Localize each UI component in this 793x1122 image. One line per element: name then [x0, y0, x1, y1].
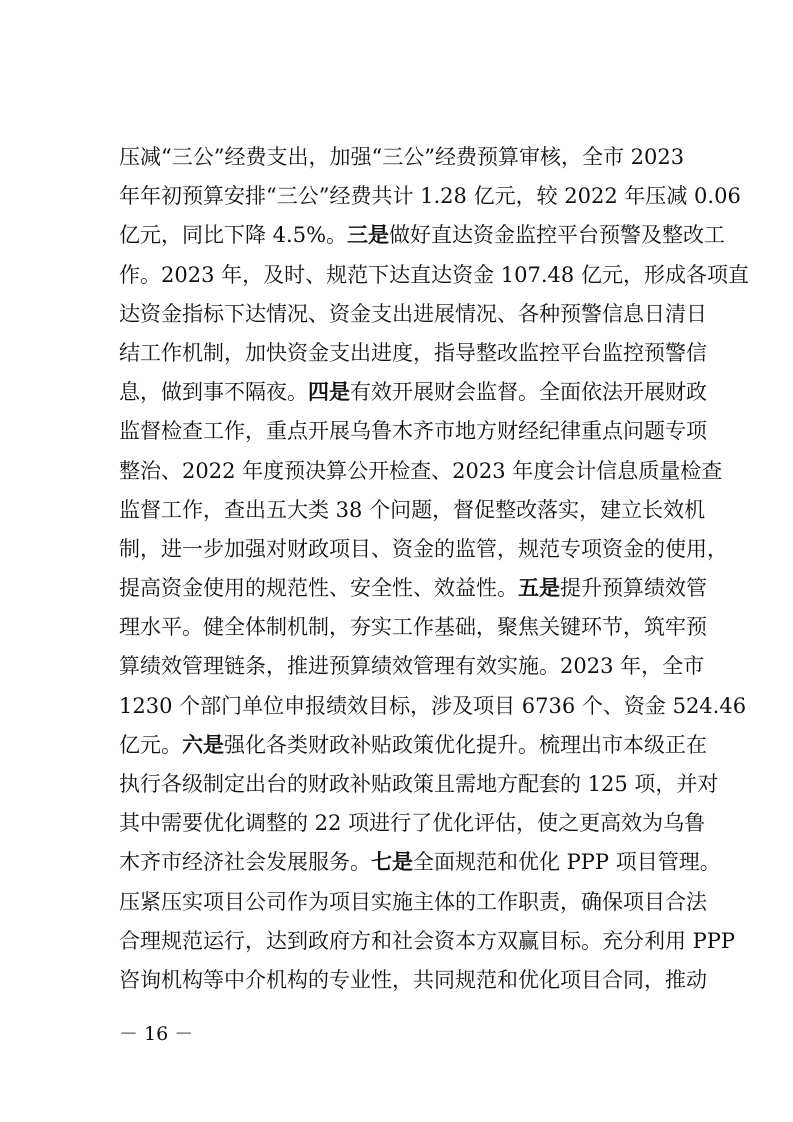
- text-segment: 咨询机构等中介机构的专业性，共同规范和优化项目合同，推动: [119, 967, 707, 992]
- text-segment: 全面规范和优化 PPP 项目管理。: [413, 850, 721, 875]
- text-segment: 作。2023 年，及时、规范下达直达资金 107.48 亿元，形成各项直: [119, 262, 749, 287]
- text-line: [119, 138, 685, 177]
- text-segment: 监督检查工作，重点开展乌鲁木齐市地方财经纪律重点问题专项: [119, 419, 707, 444]
- text-segment: 达资金指标下达情况、资金支出进展情况、各种预警信息日清日: [119, 301, 707, 326]
- text-segment: 算绩效管理链条，推进预算绩效管理有效实施。2023 年，全市: [119, 654, 705, 679]
- text-segment: 制，进一步加强对财政项目、资金的监管，规范专项资金的使用，: [119, 536, 728, 561]
- text-segment: 强化各类财政补贴政策优化提升。梳理出市本级正在: [224, 732, 707, 757]
- text-segment: 有效开展财会监督。全面依法开展财政: [350, 380, 707, 405]
- text-line: [119, 177, 741, 216]
- text-segment: 其中需要优化调整的 22 项进行了优化评估，使之更高效为乌鲁: [119, 811, 706, 836]
- text-segment: 结工作机制，加快资金支出进度，指导整改监控平台监控预警信: [119, 340, 707, 365]
- text-line: [119, 530, 728, 569]
- text-segment: 合理规范运行，达到政府方和社会资本方双赢目标。充分利用 PPP: [119, 928, 736, 953]
- text-segment: 压紧压实项目公司作为项目实施主体的工作职责，确保项目合法: [119, 889, 707, 914]
- text-segment: 提高资金使用的规范性、安全性、效益性。: [119, 576, 518, 601]
- text-segment: 年年初预算安排“三公”经费共计 1.28 亿元，较 2022 年压减 0.06: [119, 184, 741, 209]
- text-segment: 1230 个部门单位申报绩效目标，涉及项目 6736 个、资金 524.46: [119, 693, 747, 718]
- text-segment: 整治、2022 年度预决算公开检查、2023 年度会计信息质量检查: [119, 458, 723, 483]
- page-number: － 16 －: [119, 1023, 194, 1045]
- text-line: [119, 843, 721, 882]
- text-segment: 木齐市经济社会发展服务。: [119, 850, 371, 875]
- text-line: [119, 452, 723, 491]
- text-line: [119, 961, 707, 1000]
- text-line: [119, 256, 749, 295]
- text-segment: 亿元，同比下降 4.5%。: [119, 223, 348, 248]
- text-line: [119, 687, 747, 726]
- text-line: [119, 922, 736, 961]
- text-line: [119, 216, 726, 255]
- text-line: [119, 412, 707, 451]
- text-line: [119, 373, 707, 412]
- text-line: [119, 608, 707, 647]
- text-line: [119, 295, 707, 334]
- text-segment: 执行各级制定出台的财政补贴政策且需地方配套的 125 项，并对: [119, 772, 719, 796]
- bold-lead-term: 六是: [182, 732, 224, 757]
- text-segment: 理水平。健全体制机制，夯实工作基础，聚焦关键环节，筑牢预: [119, 615, 707, 640]
- text-line: [119, 804, 706, 843]
- text-line: [119, 569, 707, 608]
- text-segment: 提升预算绩效管: [560, 576, 707, 601]
- bold-lead-term: 五是: [518, 576, 560, 601]
- text-segment: 做好直达资金监控平台预警及整改工: [389, 223, 726, 248]
- bold-lead-term: 四是: [308, 380, 350, 405]
- text-segment: 压减“三公”经费支出，加强“三公”经费预算审核，全市 2023: [119, 145, 685, 169]
- text-line: [119, 491, 706, 530]
- text-line: [119, 334, 707, 373]
- text-line: [119, 765, 719, 804]
- text-segment: 亿元。: [119, 732, 182, 757]
- text-segment: 监督工作，查出五大类 38 个问题，督促整改落实，建立长效机: [119, 497, 706, 522]
- text-line: [119, 883, 707, 922]
- bold-lead-term: 七是: [371, 850, 413, 875]
- text-line: [119, 647, 705, 686]
- bold-lead-term: 三是: [347, 223, 390, 248]
- text-line: [119, 726, 707, 765]
- body-text: [119, 138, 749, 1000]
- text-segment: 息，做到事不隔夜。: [119, 380, 308, 405]
